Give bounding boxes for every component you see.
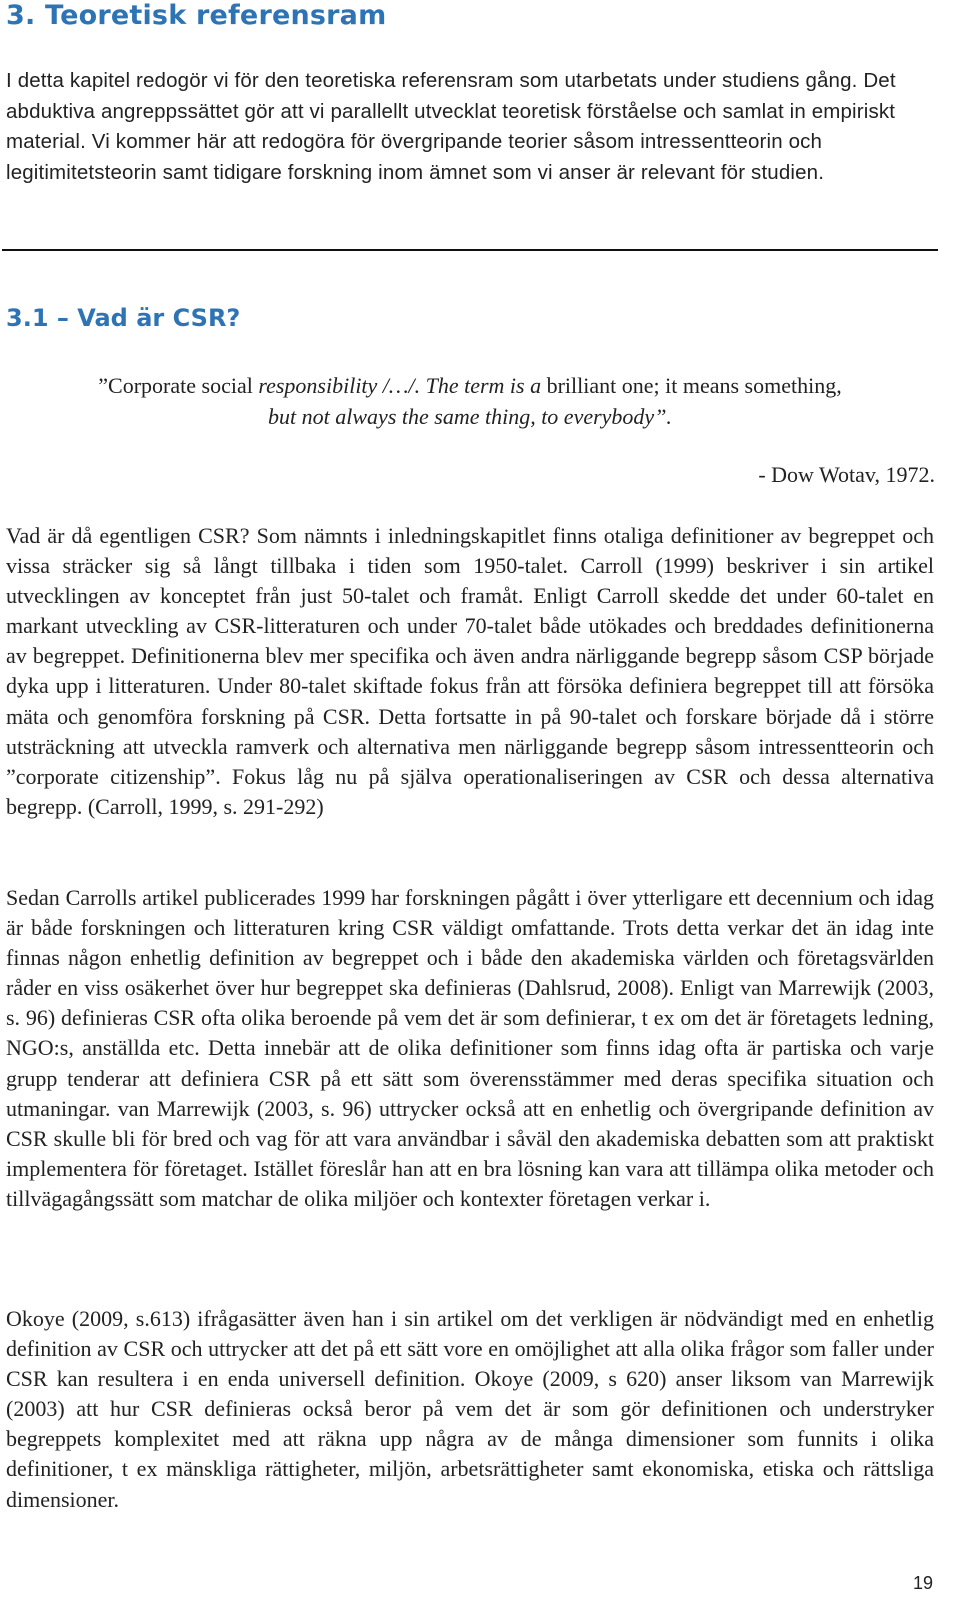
body-paragraph: Vad är då egentligen CSR? Som nämnts i inledningskapitlet finns otaliga definitioner av begreppet och vissa sträcker sig så långt tillbaka i tiden som 1950-talet. Carroll (1999) beskriver i sin artikel utvecklingen av konceptet från just 50-talet och framåt. Enligt Carroll skedde det under 60-talet en markant utveckling av CSR-litteraturen och under 70-talet både utökades och breddades definitionerna av begreppet. Definitionerna blev mer specifika och även andra närliggande begrepp såsom CSP började dyka upp i litteraturen. Under 80-talet skiftade fokus från att försöka definiera begreppet till att försöka mäta och genomföra forskning på CSR. Detta fortsatte in på 90-talet och forskare började då i större utsträckning att utveckla ramverk och alternativa men närliggande begrepp såsom intressentteorin och ”corporate citizenship”. Fokus låg nu på själva operationaliseringen av CSR och dessa alternativa begrepp. (Carroll, 1999, s. 291-292) [6,523,934,819]
page-number: 19 [912,1573,933,1593]
quote-part-1: ”Corporate social [98,373,259,398]
quote-attribution: - Dow Wotav, 1972. [758,462,935,487]
quote-part-4: but not always the same thing, to everybody”. [268,403,672,429]
chapter-heading: 3. Teoretisk referensram [6,0,387,31]
horizontal-rule [2,249,938,251]
body-paragraph: Okoye (2009, s.613) ifrågasätter även han i sin artikel om det verkligen är nödvändigt med en enhetlig definition av CSR och uttrycker att det på ett sätt vore en omöjlighet att alla olika frågor som faller under CSR kan resultera i en enda universell definition. Okoye (2009, s 620) anser liksom van Marrewijk (2003) att hur CSR definieras också beror på vem det är som gör definitionen och understryker begreppets komplexitet med att räkna upp några av de många dimensioner som funnits i olika definitioner, t ex mänskliga rättigheter, miljön, arbetsrättigheter samt ekonomiska, etiska och rättsliga dimensioner. [6,1306,934,1512]
quote-part-3: brilliant one; it means something, [541,373,842,398]
quote-part-2: responsibility /…/. The term is a [258,373,542,398]
chapter-intro: I detta kapitel redogör vi för den teoretiska referensram som utarbetats under studiens gång. Det abduktiva angreppssättet gör att vi parallellt utvecklat teoretisk förståelse och samlat in empiriskt material. Vi kommer här att redogöra för övergripande teorier såsom intressentteorin och legitimitetsteorin samt tidigare forskning inom ämnet som vi anser är relevant för studien. [6,69,896,184]
section-heading: 3.1 – Vad är CSR? [6,304,241,332]
epigraph-quote [0,371,940,432]
body-paragraph: Sedan Carrolls artikel publicerades 1999 har forskningen pågått i över ytterligare ett decennium och idag är både forskningen och litteraturen kring CSR väldigt omfattande. Trots detta verkar det än idag inte finnas någon enhetlig definition av begreppet och i både den akademiska världen och företagsvärlden råder en viss osäkerhet över hur begreppet ska definieras (Dahlsrud, 2008). Enligt van Marrewijk (2003, s. 96) definieras CSR ofta olika beroende på vem det är som definierar, t ex om det är företagets ledning, NGO:s, anställda etc. Detta innebär att de olika definitioner som finns idag ofta är partiska och varje grupp tenderar att definiera CSR på ett sätt som överensstämmer med deras specifika situation och utmaningar. van Marrewijk (2003, s. 96) uttrycker också att en enhetlig och övergripande definition av CSR skulle bli för bred och vag för att vara användbar i såväl den akademiska debatten som att praktiskt implementera för företaget. Istället föreslår han att en bra lösning kan vara att tillämpa olika metoder och tillvägagångssätt som matchar de olika miljöer och kontexter företagen verkar i. [6,885,934,1211]
